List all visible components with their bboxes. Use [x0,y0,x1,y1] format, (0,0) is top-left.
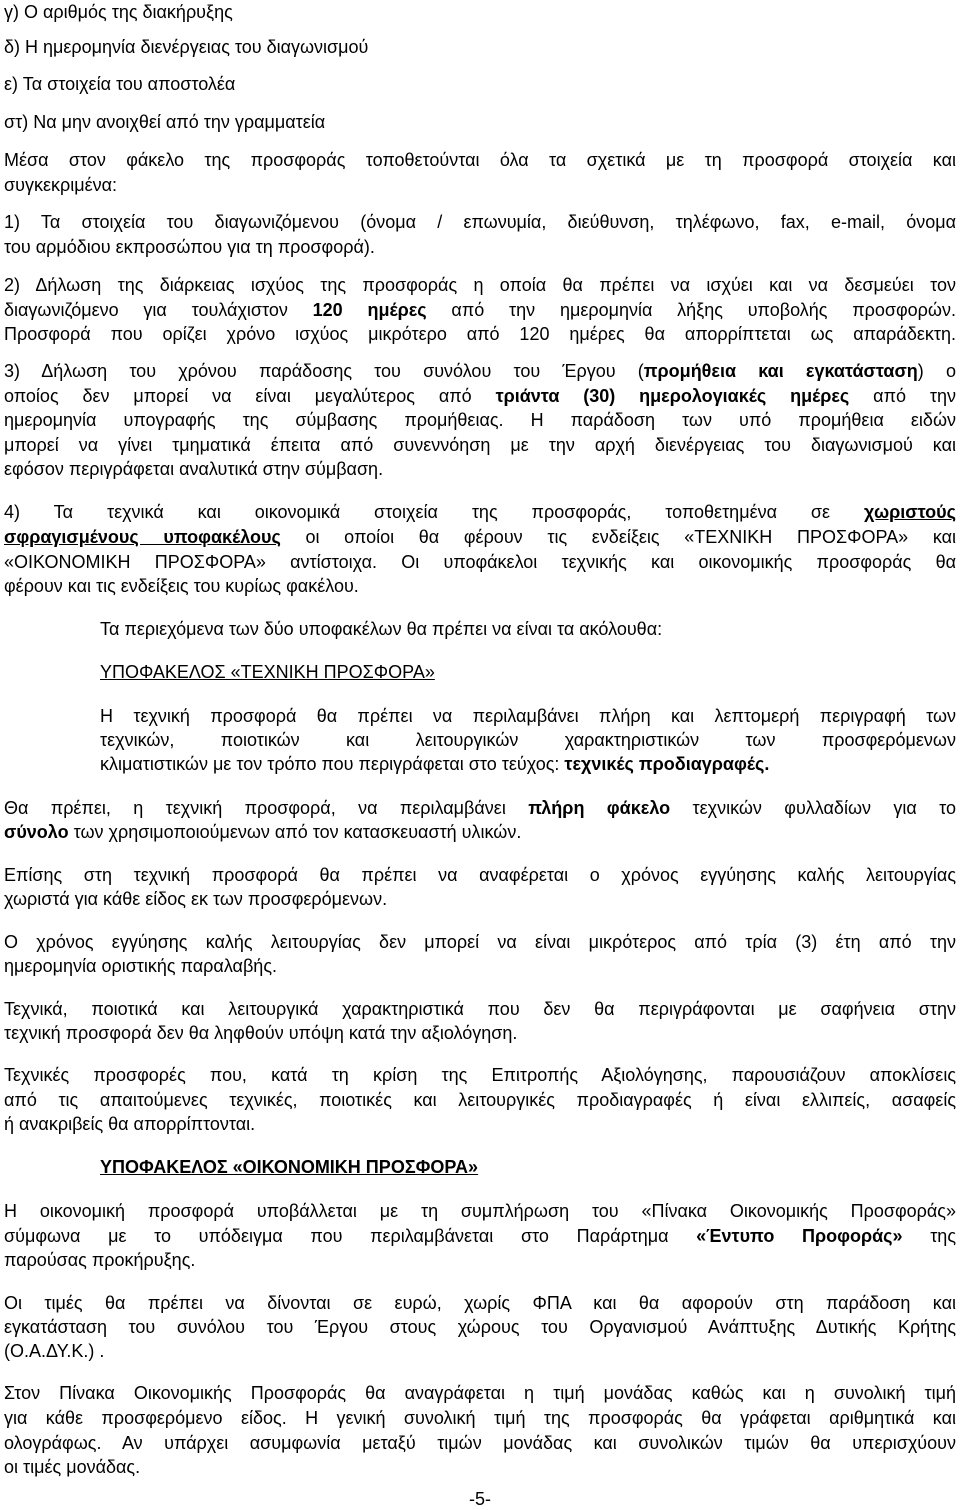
text-segment: στ) Να μην ανοιχθεί από την γραμματεία [4,112,326,132]
paragraph-line [4,1199,956,1223]
paragraph-line [4,298,956,322]
text-segment: Τα περιεχόμενα των δύο υποφακέλων θα πρέπει να είναι τα ακόλουθα: [100,619,663,639]
paragraph-line [4,1248,956,1272]
text-segment: ε) Τα στοιχεία του αποστολέα [4,74,236,94]
paragraph-line [4,384,956,408]
paragraph-line [4,954,956,978]
paragraph-line [4,1112,956,1136]
paragraph-line [100,728,956,752]
text-segment: σύμφωνα με το υπόδειγμα που περιλαμβάνεται στο Παράρτημα [4,1226,697,1246]
paragraph-line [4,457,956,481]
text-segment: 4) Τα τεχνικά και οικονομικά στοιχεία της προσφοράς, τοποθετημένα σε [4,502,864,522]
bold-text-segment: σύνολο [4,822,69,842]
text-segment: Οι τιμές θα πρέπει να δίνονται σε ευρώ, χωρίς ΦΠΑ και θα αφορούν στη παράδοση και [4,1293,956,1313]
paragraph-line [4,550,956,574]
text-segment: κλιματιστικών με τον τρόπο που περιγράφεται στο τεύχος: [100,754,565,774]
paragraph-line [4,322,956,346]
text-segment: μπορεί να γίνει τμηματικά έπειτα από συνεννόηση με την αρχή διενέργειας του διαγωνισμού και [4,435,956,455]
text-segment: της [902,1226,956,1246]
text-segment: οι τιμές μονάδας. [4,1457,141,1477]
paragraph-line [4,235,956,259]
paragraph-line [4,1455,956,1479]
text-segment: ΥΠΟΦΑΚΕΛΟΣ «ΤΕΧΝΙΚΗ ΠΡΟΣΦΟΡΑ» [100,662,435,682]
text-segment: «ΟΙΚΟΝΟΜΙΚΗ ΠΡΟΣΦΟΡΑ» αντίστοιχα. Οι υποφάκελοι τεχνικής και οικονομικής προσφοράς θα [4,552,956,572]
text-segment: (Ο.Α.ΔΥ.Κ.) . [4,1341,105,1361]
text-segment: Τεχνικές προσφορές που, κατά τη κρίση της Επιτροπής Αξιολόγησης, παρουσιάζουν αποκλίσεις [4,1065,956,1085]
paragraph-line [4,1291,956,1315]
paragraph-line [4,1063,956,1087]
bold-text-segment: χωριστούς [863,502,956,522]
bold-text-segment: τριάντα (30) ημερολογιακές ημέρες [495,386,850,406]
text-segment: παρούσας προκήρυξης. [4,1250,196,1270]
text-segment: τεχνικών φυλλαδίων για το [670,798,956,818]
text-segment: συγκεκριμένα: [4,175,118,195]
paragraph-line [4,173,956,197]
paragraph-line [4,210,956,234]
paragraph-line [4,930,956,954]
bold-text-segment: σφραγισμένους υποφακέλους [4,527,281,547]
text-segment: του αρμόδιου εκπροσώπου για τη προσφορά). [4,237,375,257]
list-item-delta [4,35,956,59]
text-segment: Θα πρέπει, η τεχνική προσφορά, να περιλαμβάνει [4,798,529,818]
text-segment: τεχνική προσφορά δεν θα ληφθούν υπόψη κατά την αξιολόγηση. [4,1023,518,1043]
text-segment: οποίος δεν μπορεί να είναι μεγαλύτερος από [4,386,496,406]
text-segment: ημερομηνία υπογραφής της σύμβασης προμήθειας. Η παράδοση των υπό προμήθεια ειδών [4,410,956,430]
paragraph-line [4,408,956,432]
text-segment: ή ανακριβείς θα απορρίπτονται. [4,1114,256,1134]
text-segment: Μέσα στον φάκελο της προσφοράς τοποθετούνται όλα τα σχετικά με τη προσφορά στοιχεία και [4,150,956,170]
text-segment: για κάθε προσφερόμενο είδος. Η γενική συνολική τιμή της προσφοράς θα γράφεται αριθμητικά και [4,1408,956,1428]
paragraph-line [4,1339,956,1363]
text-segment: 2) Δήλωση της διάρκειας ισχύος της προσφοράς η οποία θα πρέπει να ισχύει και να δεσμεύει τον [4,275,956,295]
paragraph-line [4,1431,956,1455]
paragraph-line [4,887,956,911]
paragraph-line [4,820,956,844]
section-heading-financial [100,1155,956,1179]
bold-text-segment: προμήθεια και εγκατάσταση [643,361,918,381]
paragraph-line [4,273,956,297]
text-segment: ημερομηνία οριστικής παραλαβής. [4,956,277,976]
paragraph-line [4,1381,956,1405]
page-number: -5- [469,1489,491,1509]
paragraph-line [4,148,956,172]
paragraph-line [4,433,956,457]
paragraph-line [4,863,956,887]
text-segment: Ο χρόνος εγγύησης καλής λειτουργίας δεν μπορεί να είναι μικρότερος από τρία (3) έτη από την [4,932,956,952]
paragraph-line [4,1315,956,1339]
paragraph-line [4,1088,956,1112]
text-segment: ) ο [917,361,956,381]
text-segment: διαγωνιζόμενο για τουλάχιστον [4,300,313,320]
text-segment: από τις απαιτούμενες τεχνικές, ποιοτικές και λειτουργικές προδιαγραφές ή είναι ελλιπείς, ασαφείς [4,1090,956,1110]
paragraph-line [4,1406,956,1430]
text-segment: οι οποίοι θα φέρουν τις ενδείξεις «ΤΕΧΝΙΚΗ ΠΡΟΣΦΟΡΑ» και [280,527,956,547]
bold-text-segment: «Έντυπο Προφοράς» [696,1226,903,1246]
text-segment: Η οικονομική προσφορά υποβάλλεται με τη συμπλήρωση του «Πίνακα Οικονομικής Προσφοράς» [4,1201,956,1221]
paragraph-line [4,997,956,1021]
list-item-gamma [4,0,956,24]
text-segment: των χρησιμοποιούμενων από τον κατασκευαστή υλικών. [68,822,522,842]
text-segment: εφόσον περιγράφεται αναλυτικά στην σύμβαση. [4,459,384,479]
list-item-st [4,110,956,134]
paragraph-line [4,574,956,598]
text-segment: φέρουν και τις ενδείξεις του κυρίως φακέλου. [4,576,359,596]
paragraph-line [4,500,956,524]
text-segment: τεχνικών, ποιοτικών και λειτουργικών χαρακτηριστικών των προσφερόμενων [100,730,956,750]
text-segment: ολογράφως. Αν υπάρχει ασυμφωνία μεταξύ τιμών μονάδας και συνολικών τιμών θα υπερισχύουν [4,1433,956,1453]
section-heading-technical [100,660,956,684]
text-segment: 1) Τα στοιχεία του διαγωνιζόμενου (όνομα / επωνυμία, διεύθυνση, τηλέφωνο, fax, e-mail, όνομα [4,212,956,232]
text-segment: 3) Δήλωση του χρόνου παράδοσης του συνόλου του Έργου ( [4,361,644,381]
text-segment: Τεχνικά, ποιοτικά και λειτουργικά χαρακτηριστικά που δεν θα περιγράφονται με σαφήνεια στην [4,999,956,1019]
text-segment: Επίσης στη τεχνική προσφορά θα πρέπει να αναφέρεται ο χρόνος εγγύησης καλής λειτουργίας [4,865,956,885]
bold-text-segment: ΥΠΟΦΑΚΕΛΟΣ «ΟΙΚΟΝΟΜΙΚΗ ΠΡΟΣΦΟΡΑ» [100,1157,479,1177]
paragraph-line [4,359,956,383]
bold-text-segment: 120 ημέρες [312,300,427,320]
text-segment: από την [849,386,956,406]
text-segment: Προσφορά που ορίζει χρόνο ισχύος μικρότερο από 120 ημέρες θα απορρίπτεται ως απαράδεκτη. [4,324,956,344]
subheading-intro [100,617,956,641]
bold-text-segment: πλήρη φάκελο [528,798,671,818]
paragraph-line [4,1224,956,1248]
list-item-epsilon [4,72,956,96]
text-segment: χωριστά για κάθε είδος εκ των προσφερόμενων. [4,889,388,909]
paragraph-line [100,704,956,728]
paragraph-line [100,752,956,776]
text-segment: δ) Η ημερομηνία διενέργειας του διαγωνισμού [4,37,369,57]
paragraph-line [4,1021,956,1045]
text-segment: Η τεχνική προσφορά θα πρέπει να περιλαμβάνει πλήρη και λεπτομερή περιγραφή των [100,706,956,726]
text-segment: γ) Ο αριθμός της διακήρυξης [4,2,233,22]
bold-text-segment: τεχνικές προδιαγραφές. [564,754,770,774]
text-segment: Στον Πίνακα Οικονομικής Προσφοράς θα αναγράφεται η τιμή μονάδας καθώς και η συνολική τιμή [4,1383,956,1403]
text-segment: εγκατάσταση του συνόλου του Έργου στους χώρους του Οργανισμού Ανάπτυξης Δυτικής Κρήτης [4,1317,956,1337]
text-segment: από την ημερομηνία λήξης υποβολής προσφορών. [426,300,956,320]
paragraph-line [4,796,956,820]
paragraph-line [4,525,956,549]
